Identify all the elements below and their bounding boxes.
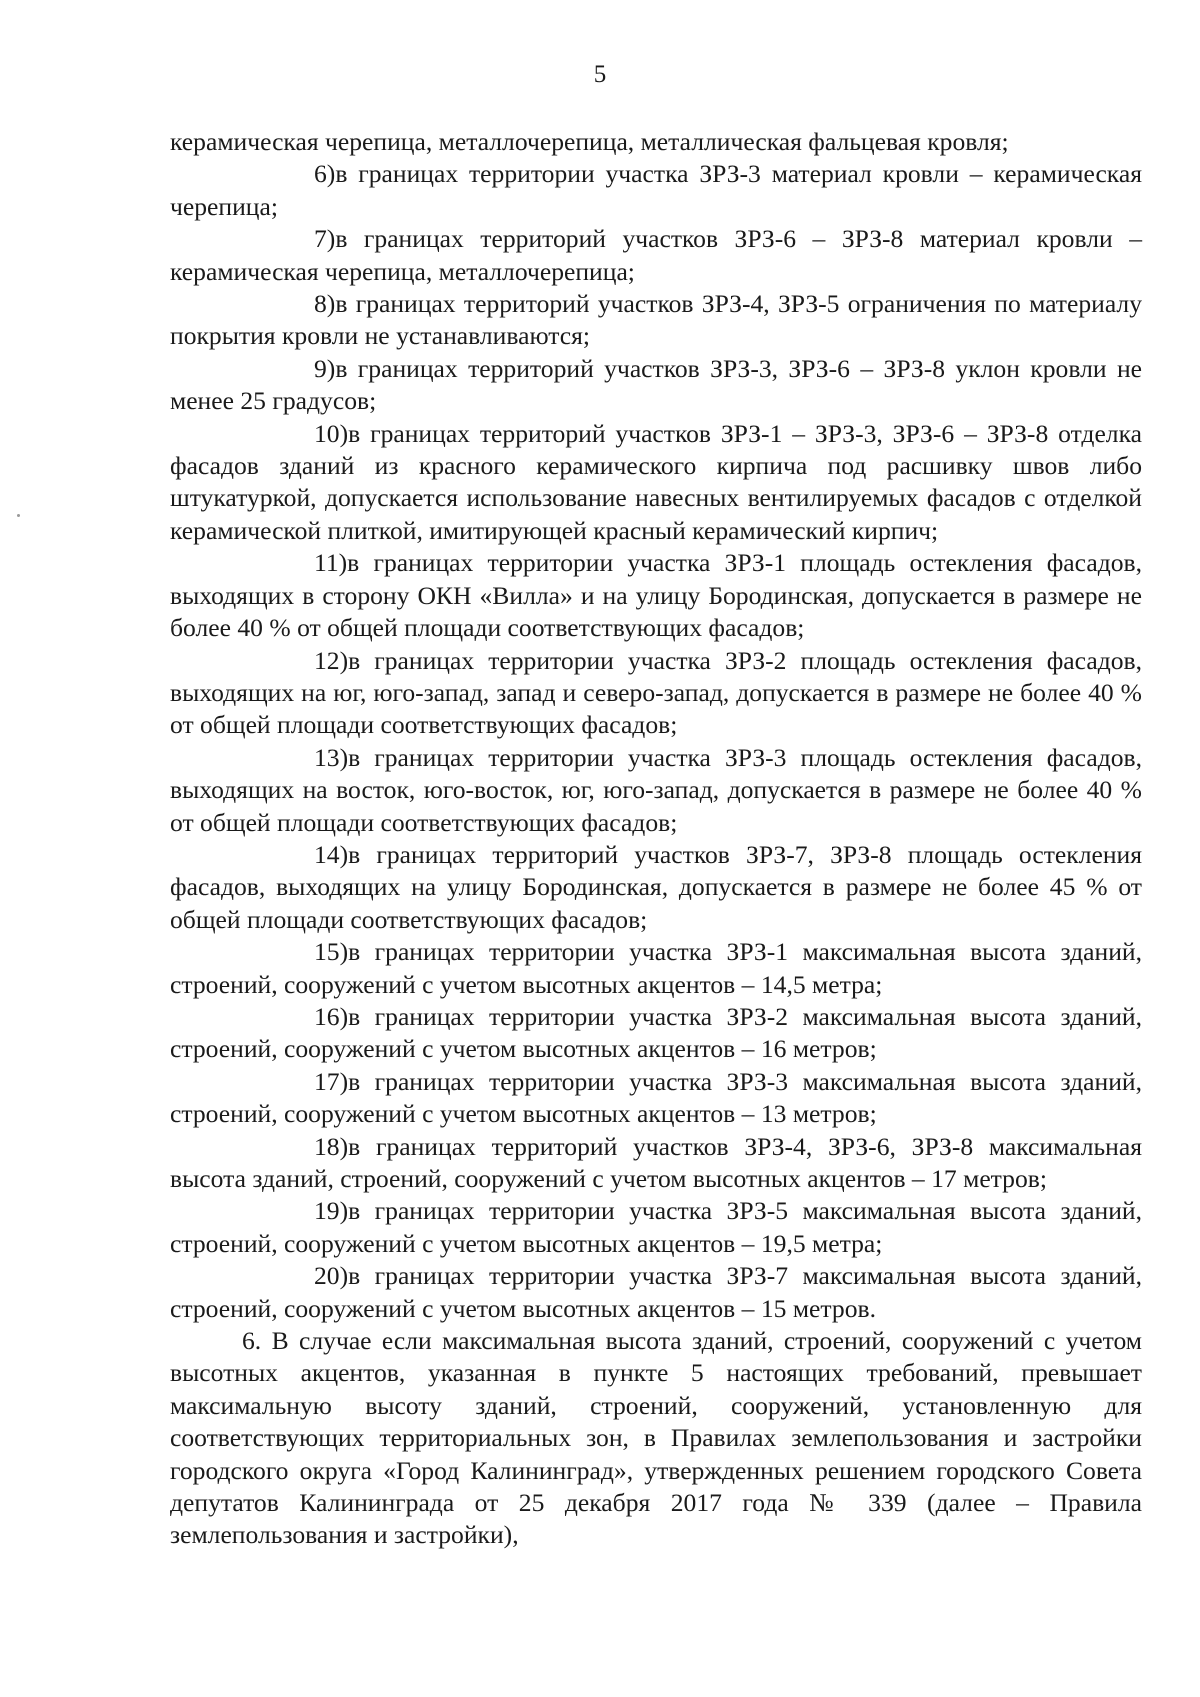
item-number: 7) bbox=[314, 224, 336, 254]
item-number: 11) bbox=[314, 548, 348, 578]
item-text: в границах территорий участков ЗРЗ-6 – ЗРЗ-8 материал кровли – керамическая черепица, металлочерепица; bbox=[170, 224, 1142, 286]
item-number: 9) bbox=[314, 353, 336, 383]
item-number: 19) bbox=[314, 1196, 349, 1226]
list-item bbox=[170, 547, 1142, 644]
item-text: в границах территории участка ЗРЗ-3 площадь остекления фасадов, выходящих на восток, юго-восток, юг, юго-запад, допускается в размере не более 40 % от общей площади соответствующих фасадов; bbox=[170, 742, 1142, 837]
item-number: 16) bbox=[314, 1001, 349, 1031]
item-number: 8) bbox=[314, 289, 336, 319]
item-text: в границах территории участка ЗРЗ-3 максимальная высота зданий, строений, сооружений с учетом высотных акцентов – 13 метров; bbox=[170, 1066, 1142, 1129]
item-text: в границах территорий участков ЗРЗ-4, ЗРЗ-5 ограничения по материалу покрытия кровли не устанавливаются; bbox=[170, 289, 1142, 351]
list-item bbox=[170, 1260, 1142, 1325]
item-number: 10) bbox=[314, 418, 349, 448]
item-text: в границах территорий участков ЗРЗ-1 – ЗРЗ-3, ЗРЗ-6 – ЗРЗ-8 отделка фасадов зданий из красного керамического кирпича под расшивку швов либо штукатуркой, допускается использование навесных вентилируемых фасадов с отделкой керамической плиткой, имитирующей красный керамический кирпич; bbox=[170, 418, 1142, 545]
item-text: в границах территории участка ЗРЗ-1 максимальная высота зданий, строений, сооружений с учетом высотных акцентов – 14,5 метра; bbox=[170, 937, 1142, 999]
item-number: 18) bbox=[314, 1131, 349, 1161]
document-body bbox=[170, 126, 1142, 1552]
list-item bbox=[170, 1066, 1142, 1131]
item-number: 13) bbox=[314, 742, 349, 772]
item-text: в границах территорий участков ЗРЗ-3, ЗРЗ-6 – ЗРЗ-8 уклон кровли не менее 25 градусов; bbox=[170, 353, 1142, 416]
scan-artifact bbox=[17, 514, 20, 517]
list-item bbox=[170, 1195, 1142, 1260]
item-text: в границах территории участка ЗРЗ-1 площадь остекления фасадов, выходящих в сторону ОКН «Вилла» и на улицу Бородинская, допускается в размере не более 40 % от общей площади соответствующих фасадов; bbox=[170, 548, 1142, 643]
item-number: 14) bbox=[314, 839, 349, 869]
list-item bbox=[170, 936, 1142, 1001]
section-6-paragraph: 6. В случае если максимальная высота зданий, строений, сооружений с учетом высотных акцентов, указанная в пункте 5 настоящих требований, превышает максимальную высоту зданий, строений, сооружений, установленную для соответствующих территориальных зон, в Правилах землепользования и застройки городского округа «Город Калининград», утвержденных решением городского Совета депутатов Калининграда от 25 декабря 2017 года № 339 (далее – Правила землепользования и застройки), bbox=[170, 1326, 1142, 1550]
list-item bbox=[170, 158, 1142, 223]
item-text: в границах территории участка ЗРЗ-5 максимальная высота зданий, строений, сооружений с учетом высотных акцентов – 19,5 метра; bbox=[170, 1196, 1142, 1258]
item-text: в границах территории участка ЗРЗ-7 максимальная высота зданий, строений, сооружений с учетом высотных акцентов – 15 метров. bbox=[170, 1261, 1142, 1323]
item-text: в границах территории участка ЗРЗ-3 материал кровли – керамическая черепица; bbox=[170, 159, 1142, 221]
list-item bbox=[170, 1131, 1142, 1196]
item-number: 20) bbox=[314, 1261, 349, 1291]
item-number: 6) bbox=[314, 159, 336, 189]
item-number: 12) bbox=[314, 645, 349, 675]
list-item bbox=[170, 223, 1142, 288]
list-item bbox=[170, 1001, 1142, 1066]
list-item bbox=[170, 645, 1142, 742]
list-item bbox=[170, 839, 1142, 936]
intro-paragraph: керамическая черепица, металлочерепица, металлическая фальцевая кровля; bbox=[170, 127, 1009, 156]
list-item bbox=[170, 418, 1142, 548]
item-text: в границах территории участка ЗРЗ-2 максимальная высота зданий, строений, сооружений с учетом высотных акцентов – 16 метров; bbox=[170, 1001, 1142, 1064]
item-text: в границах территорий участков ЗРЗ-4, ЗРЗ-6, ЗРЗ-8 максимальная высота зданий, строений, сооружений с учетом высотных акцентов – 17 метров; bbox=[170, 1131, 1142, 1193]
item-number: 15) bbox=[314, 937, 349, 967]
list-item bbox=[170, 353, 1142, 418]
list-item bbox=[170, 742, 1142, 839]
list-item bbox=[170, 288, 1142, 353]
item-text: в границах территории участка ЗРЗ-2 площадь остекления фасадов, выходящих на юг, юго-запад, запад и северо-запад, допускается в размере не более 40 % от общей площади соответствующих фасадов; bbox=[170, 645, 1142, 740]
item-number: 17) bbox=[314, 1066, 349, 1096]
item-text: в границах территорий участков ЗРЗ-7, ЗРЗ-8 площадь остекления фасадов, выходящих на улицу Бородинская, допускается в размере не более 45 % от общей площади соответствующих фасадов; bbox=[170, 839, 1142, 934]
page-number: 5 bbox=[593, 61, 607, 88]
